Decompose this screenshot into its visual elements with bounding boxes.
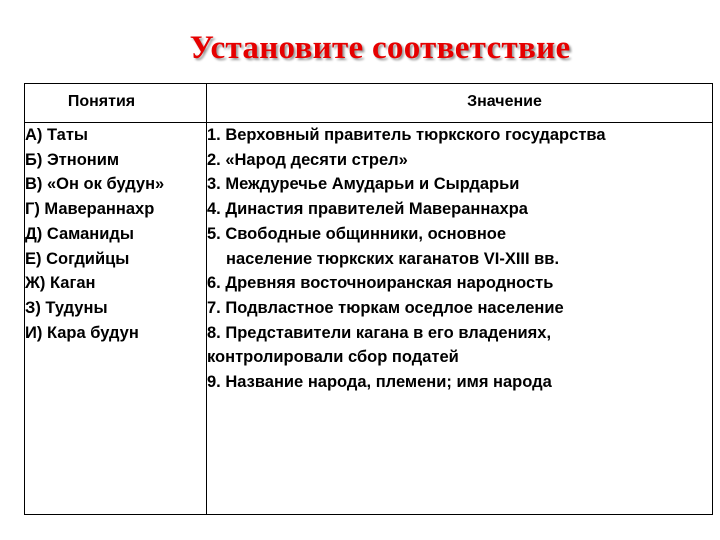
table-body-row (25, 123, 713, 515)
matching-table (24, 83, 713, 515)
table-header-row (25, 84, 713, 123)
slide-title: Установите соответствие (189, 30, 571, 66)
meaning-item: 9. Название народа, племени; имя народа (207, 373, 552, 392)
term-item: З) Тудуны (25, 298, 108, 317)
header-meaning: Значение (207, 84, 713, 123)
meanings-cell (207, 123, 713, 515)
meaning-item-continued: контролировали сбор податей (207, 348, 459, 367)
header-concepts: Понятия (25, 84, 207, 123)
term-item: Д) Саманиды (25, 224, 134, 243)
term-item: Г) Мавераннахр (25, 200, 155, 219)
term-item: Б) Этноним (25, 150, 120, 169)
meaning-item: 2. «Народ десяти стрел» (207, 150, 408, 169)
meaning-item-continued: население тюркских каганатов VI-XIII вв. (226, 249, 560, 268)
meaning-item: 5. Свободные общинники, основное (207, 224, 507, 243)
meaning-item: 1. Верховный правитель тюркского государства (207, 126, 606, 144)
meaning-item: 8. Представители кагана в его владениях, (207, 323, 552, 342)
term-item: В) «Он ок будун» (25, 175, 165, 194)
meaning-item: 7. Подвластное тюркам оседлое население (207, 298, 564, 317)
terms-cell (25, 123, 207, 515)
meaning-item: 4. Династия правителей Мавераннахра (207, 200, 528, 219)
term-item: И) Кара будун (25, 323, 139, 342)
term-item: Е) Согдийцы (25, 249, 130, 268)
term-item: Ж) Каган (25, 274, 96, 293)
meaning-item: 3. Междуречье Амударьи и Сырдарьи (207, 175, 520, 194)
term-item: А) Таты (25, 126, 89, 144)
meaning-item: 6. Древняя восточноиранская народность (207, 274, 554, 293)
